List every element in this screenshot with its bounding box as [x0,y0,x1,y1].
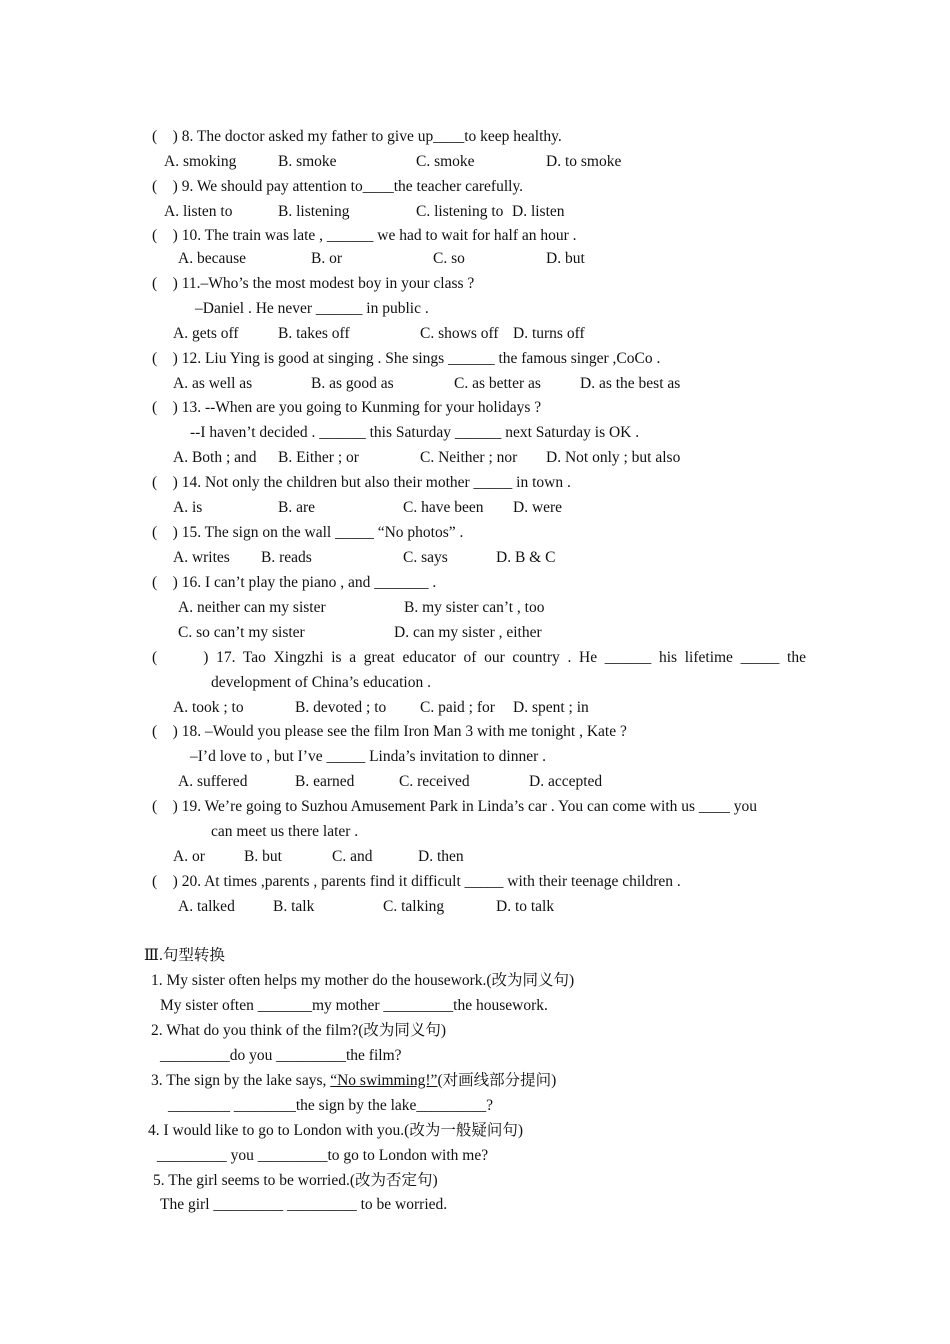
question-20-option-a: A. talked [178,898,235,915]
question-13-option-c: C. Neither ; nor [420,449,518,466]
question-20-option-c: C. talking [383,898,445,915]
question-8-option-a: A. smoking [164,153,237,170]
question-18-stem: ( ) 18. –Would you please see the film Iron Man 3 with me tonight , Kate ? [152,723,627,740]
transform-3-answer: ________ ________the sign by the lake_________? [168,1097,494,1114]
question-20-option-b: B. talk [273,898,315,915]
question-12-option-c: C. as better as [454,375,541,392]
question-9-option-b: B. listening [278,203,350,220]
question-16-stem: ( ) 16. I can’t play the piano , and _______ . [152,574,437,591]
question-11-option-a: A. gets off [173,325,239,342]
transform-3-question [151,1071,556,1091]
question-17-stem-continued: development of China’s education . [211,674,431,691]
question-18-option-d: D. accepted [529,773,603,790]
question-10-option-d: D. but [546,250,585,267]
question-13-option-a: A. Both ; and [173,449,257,466]
question-18-option-c: C. received [399,773,470,790]
question-19-option-d: D. then [418,848,464,865]
question-17-option-b: B. devoted ; to [295,699,387,716]
question-14-option-d: D. were [513,499,563,516]
question-18-stem-continued: –I’d love to , but I’ve _____ Linda’s invitation to dinner . [190,748,547,765]
question-9-option-d: D. listen [512,203,565,220]
question-15-option-a: A. writes [173,549,230,566]
question-11-stem: ( ) 11.–Who’s the most modest boy in your class ? [152,275,475,292]
question-13-option-d: D. Not only ; but also [546,449,681,466]
question-14-option-c: C. have been [403,499,484,516]
question-8-option-c: C. smoke [416,153,475,170]
question-17-option-a: A. took ; to [173,699,244,716]
question-13-stem-continued: --I haven’t decided . ______ this Saturday ______ next Saturday is OK . [190,424,640,441]
transform-3-question-prefix: 3. The sign by the lake says, [151,1072,331,1089]
question-14-stem: ( ) 14. Not only the children but also their mother _____ in town . [152,474,571,491]
question-16-option-d: D. can my sister , either [394,624,542,641]
question-11-option-c: C. shows off [420,325,499,342]
transform-3-question-instruction: (对画线部分提问) [437,1072,557,1089]
underlined-phrase: “No swimming!” [330,1072,438,1089]
question-15-option-c: C. says [403,549,448,566]
transform-4-question: 4. I would like to go to London with you.(改为一般疑问句) [148,1122,523,1139]
question-19-stem-continued: can meet us there later . [211,823,359,840]
question-16-option-a: A. neither can my sister [178,599,326,616]
question-15-option-d: D. B & C [496,549,556,566]
question-13-stem: ( ) 13. --When are you going to Kunming for your holidays ? [152,399,542,416]
question-17-stem: ( ) 17. Tao Xingzhi is a great educator of our country . He ______ his lifetime _____ the [152,649,806,666]
question-14-option-a: A. is [173,499,203,516]
question-10-option-c: C. so [433,250,465,267]
question-8-option-b: B. smoke [278,153,337,170]
transform-5-question: 5. The girl seems to be worried.(改为否定句) [153,1172,438,1189]
question-11-option-d: D. turns off [513,325,585,342]
question-16-option-c: C. so can’t my sister [178,624,305,641]
transform-2-question: 2. What do you think of the film?(改为同义句) [151,1022,447,1039]
question-10-stem: ( ) 10. The train was late , ______ we had to wait for half an hour . [152,227,577,244]
question-19-option-c: C. and [332,848,373,865]
question-9-option-a: A. listen to [164,203,233,220]
question-9-option-c: C. listening to [416,203,504,220]
transform-1-question: 1. My sister often helps my mother do the housework.(改为同义句) [151,972,575,989]
transform-1-answer: My sister often _______my mother _________the housework. [160,997,548,1014]
question-19-stem: ( ) 19. We’re going to Suzhou Amusement Park in Linda’s car . You can come with us ____ you [152,798,758,815]
question-10-option-b: B. or [311,250,342,267]
question-14-option-b: B. are [278,499,316,516]
question-20-stem: ( ) 20. At times ,parents , parents find it difficult _____ with their teenage children . [152,873,681,890]
question-12-option-b: B. as good as [311,375,394,392]
question-11-stem-continued: –Daniel . He never ______ in public . [195,300,429,317]
question-19-option-a: A. or [173,848,205,865]
transform-4-answer: _________ you _________to go to London with me? [157,1147,489,1164]
question-12-option-d: D. as the best as [580,375,681,392]
question-15-option-b: B. reads [261,549,312,566]
question-15-stem: ( ) 15. The sign on the wall _____ “No photos” . [152,524,464,541]
question-19-option-b: B. but [244,848,282,865]
question-17-option-d: D. spent ; in [513,699,589,716]
question-13-option-b: B. Either ; or [278,449,359,466]
question-8-option-d: D. to smoke [546,153,622,170]
question-18-option-b: B. earned [295,773,355,790]
section-3-heading: Ⅲ.句型转换 [144,947,225,964]
question-16-option-b: B. my sister can’t , too [404,599,545,616]
question-9-stem: ( ) 9. We should pay attention to____the teacher carefully. [152,178,524,195]
question-18-option-a: A. suffered [178,773,248,790]
question-10-option-a: A. because [178,250,246,267]
question-12-option-a: A. as well as [173,375,253,392]
question-12-stem: ( ) 12. Liu Ying is good at singing . She sings ______ the famous singer ,CoCo . [152,350,661,367]
question-20-option-d: D. to talk [496,898,555,915]
question-8-stem: ( ) 8. The doctor asked my father to give up____to keep healthy. [152,128,562,145]
transform-5-answer: The girl _________ _________ to be worried. [160,1196,448,1213]
question-17-option-c: C. paid ; for [420,699,495,716]
transform-2-answer: _________do you _________the film? [160,1047,402,1064]
question-11-option-b: B. takes off [278,325,350,342]
